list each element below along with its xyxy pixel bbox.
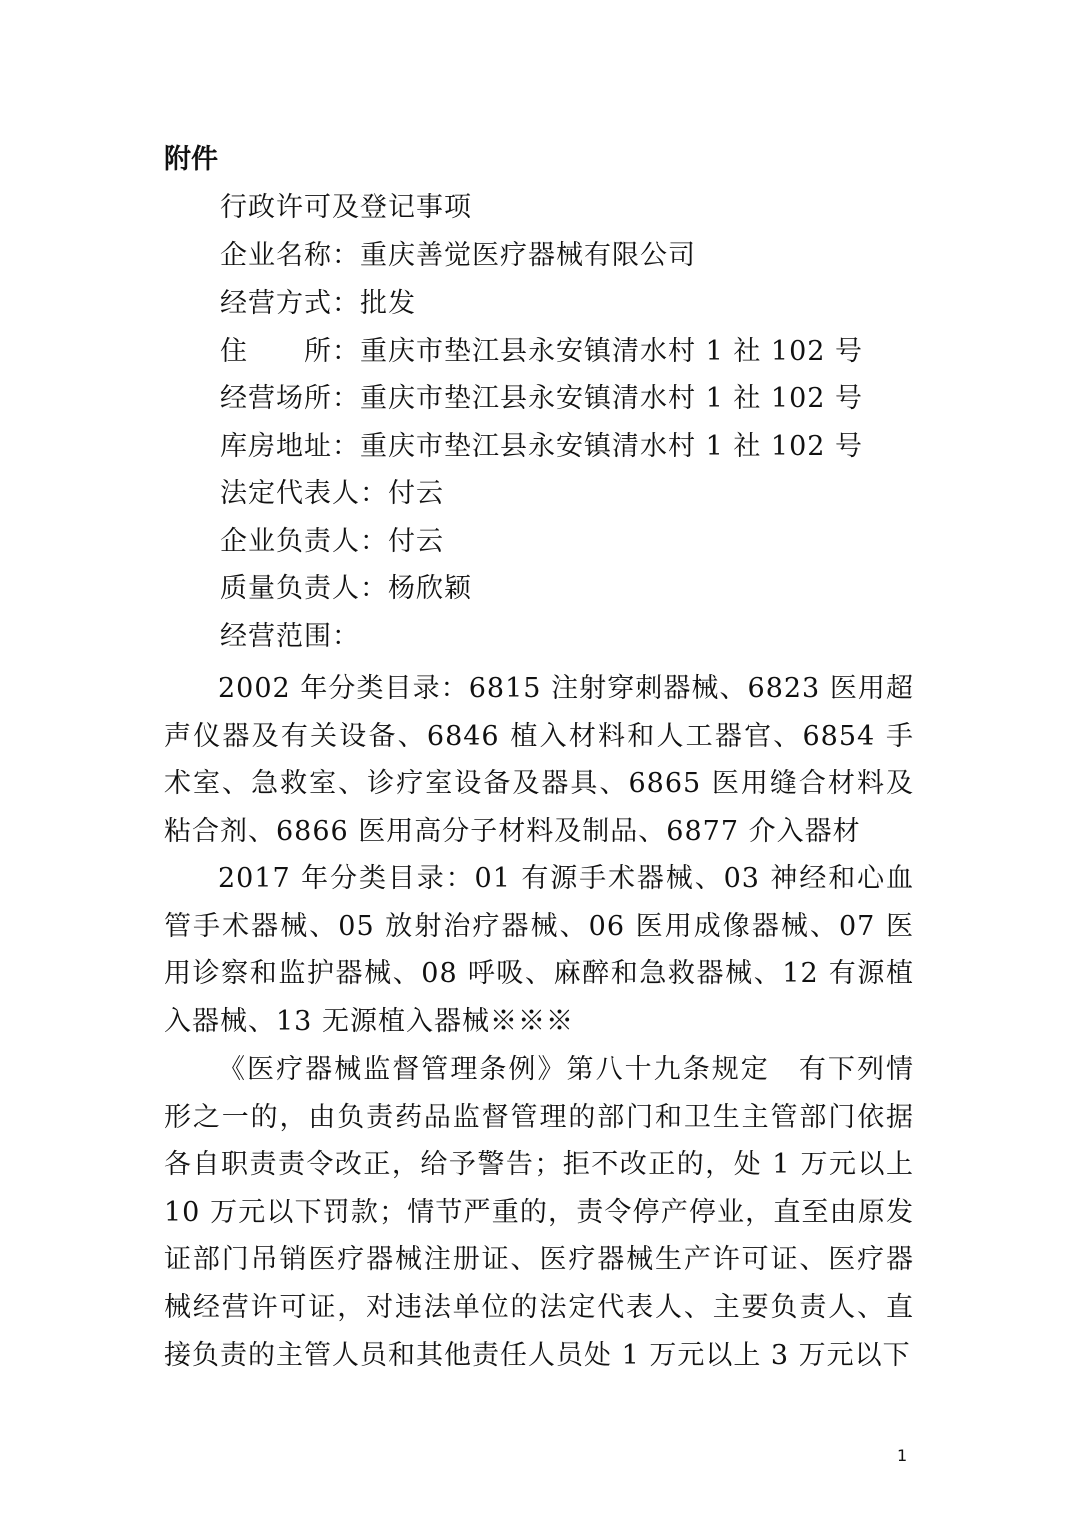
quality-head-line: 质量负责人：杨欣颖: [220, 573, 472, 604]
domicile-line: 住 所：重庆市垫江县永安镇清水村 1 社 102 号: [220, 336, 864, 367]
section-title: 行政许可及登记事项: [220, 192, 472, 223]
business-scope-label: 经营范围：: [220, 621, 360, 652]
scope-2002-paragraph: 2002 年分类目录：6815 注射穿刺器械、6823 医用超声仪器及有关设备、6846 植入材料和人工器官、6854 手术室、急救室、诊疗室设备及器具、6865 医用缝合材料及粘合剂、6866 医用高分子材料及制品、6877 介入器材: [164, 673, 914, 847]
legal-representative-line: 法定代表人：付云: [220, 478, 444, 509]
scope-2017-paragraph: 2017 年分类目录：01 有源手术器械、03 神经和心血管手术器械、05 放射治疗器械、06 医用成像器械、07 医用诊察和监护器械、08 呼吸、麻醉和急救器械、12 有源植入器械、13 无源植入器械※※※: [164, 863, 914, 1037]
company-name-line: 企业名称：重庆善觉医疗器械有限公司: [220, 240, 696, 271]
business-mode-line: 经营方式：批发: [220, 288, 416, 319]
attachment-heading: 附件: [164, 144, 218, 175]
business-premises-line: 经营场所：重庆市垫江县永安镇清水村 1 社 102 号: [220, 383, 864, 414]
page-number: 1: [897, 1446, 908, 1465]
enterprise-head-line: 企业负责人：付云: [220, 526, 444, 557]
regulation-paragraph: 《医疗器械监督管理条例》第八十九条规定 有下列情形之一的，由负责药品监督管理的部门和卫生主管部门依据各自职责责令改正，给予警告；拒不改正的，处 1 万元以上 10 万元以下罚款；情节严重的，责令停产停业，直至由原发证部门吊销医疗器械注册证、医疗器械生产许可证、医疗器械经营许可证，对违法单位的法定代表人、主要负责人、直接负责的主管人员和其他责任人员处 1 万元以上 3 万元以下: [164, 1054, 914, 1371]
warehouse-address-line: 库房地址：重庆市垫江县永安镇清水村 1 社 102 号: [220, 431, 864, 462]
